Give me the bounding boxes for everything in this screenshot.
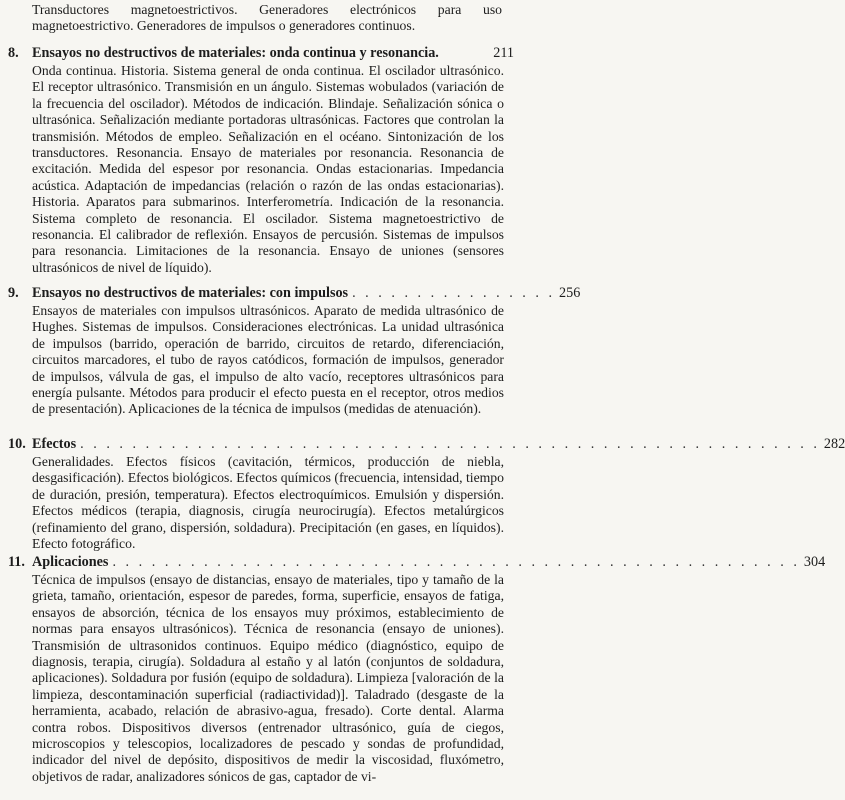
section-description: Generalidades. Efectos físicos (cavitación, térmicos, producción de niebla, desgasificación). Efectos biológicos. Efectos químicos (frecuencia, intensidad, tiempo de duración, presión, temperatura). Efectos electroquímicos. Emulsión y dispersión. Efectos médicos (terapia, diagnosis, cirugía neurocirugía). Efectos metalúrgicos (refinamiento del grano, dispersión, soldadura). Precipitación (en gases, en líquidos). Efecto fotográfico. <box>32 454 504 552</box>
section-number: 9. <box>8 285 19 301</box>
leader-dots: . . . . . . . . . . . . . . . . <box>352 285 556 301</box>
section-number: 10. <box>8 436 26 452</box>
intro-paragraph: Transductores magnetoestrictivos. Generadores electrónicos para uso magnetoestrictivo. Generadores de impulsos o generadores continuos. <box>32 2 502 34</box>
section-page-number: 282 <box>823 436 845 452</box>
section-heading <box>8 554 826 571</box>
leader-dots: . . . . . . . . . . . . . . . . . . . . . . . . . . . . . . . . . . . . . . . . . . . . . . . . . . . . . <box>112 554 800 570</box>
section-description: Onda continua. Historia. Sistema general de onda continua. El oscilador ultrasónico. El receptor ultrasónico. Transmisión en un ángulo. Sistemas wobulados (variación de la frecuencia del oscilador). Métodos de indicación. Blindaje. Señalización sónica o ultrasónica. Señalización mediante portadoras ultrasónicas. Factores que controlan la transmisión. Métodos de empleo. Señalización en el océano. Sintonización de los transductores. Resonancia. Ensayo de materiales por resonancia. Resonancia de excitación. Medida del espesor por resonancia. Ondas estacionarias. Impedancia acústica. Adaptación de impedancias (relación o razón de las ondas estacionarias). Historia. Aparatos para submarinos. Interferometría. Indicación de la resonancia. Sistema completo de resonancia. El oscilador. Sistema magnetoestrictivo de resonancia. El calibrador de reflexión. Ensayos de percusión. Sistemas de impulsos para resonancia. Limitaciones de la resonancia. Ensayo de uniones (sensores ultrasónicos de nivel de líquido). <box>32 63 504 275</box>
section-page-number: 211 <box>493 45 514 61</box>
section-heading <box>8 285 581 302</box>
section-heading <box>8 436 845 453</box>
section-title: Efectos <box>32 436 77 452</box>
section-11 <box>8 554 826 785</box>
section-8 <box>8 45 514 276</box>
section-description: Técnica de impulsos (ensayo de distancias, ensayo de materiales, tipo y tamaño de la grieta, tamaño, orientación, espesor de paredes, forma, superficie, ensayos de fatiga, ensayos de absorción, técnica de los ensayos muy próximos, establecimiento de normas para ensayos ultrasónicos). Técnica de resonancia (ensayo de uniones). Transmisión de ultrasonidos continuos. Equipo médico (diagnóstico, equipo de diagnosis, terapia, cirugía). Soldadura al estaño y al latón (conjuntos de soldadura, aplicaciones). Soldadura por fusión (equipo de soldadura). Limpieza [valoración de la limpieza, descontaminación superficial (radiactividad)]. Taladrado (desgaste de la herramienta, acabado, relación de abrasivo-agua, fresado). Corte dental. Alarma contra robos. Dispositivos diversos (entrenador ultrasónico, guía de ciegos, microscopios y telescopios, localizadores de pescado y sondas de profundidad, indicador del nivel de depósito, dispositivos de medir la viscosidad, fluxómetro, objetivos de radar, analizadores sónicos de gas, captador de vi- <box>32 572 504 784</box>
section-title: Ensayos no destructivos de materiales: con impulsos <box>32 285 349 301</box>
section-heading <box>8 45 514 62</box>
section-number: 8. <box>8 45 19 61</box>
section-9 <box>8 285 581 418</box>
leader-dots: . . . . . . . . . . . . . . . . . . . . . . . . . . . . . . . . . . . . . . . . . . . . . . . . . . . . . . . . . <box>80 436 820 452</box>
section-number: 11. <box>8 554 25 570</box>
section-description: Ensayos de materiales con impulsos ultrasónicos. Aparato de medida ultrasónico de Hughes. Sistemas de impulsos. Consideraciones electrónicas. La unidad ultrasónica de impulsos (barrido, operación de barrido, circuitos de retardo, diferenciación, circuitos marcadores, el tubo de rayos catódicos, formación de impulsos, generador de impulsos, válvula de gas, el impulso de alto vacío, receptores ultrasónicos para energía pulsante. Métodos para producir el efecto puesta en el receptor, otros medios de presentación). Aplicaciones de la técnica de impulsos (medidas de atenuación). <box>32 303 504 417</box>
section-page-number: 304 <box>803 554 826 570</box>
section-title: Ensayos no destructivos de materiales: onda continua y resonancia. <box>32 45 439 61</box>
section-title: Aplicaciones <box>32 554 109 570</box>
section-10 <box>8 436 845 552</box>
section-page-number: 256 <box>559 285 581 301</box>
